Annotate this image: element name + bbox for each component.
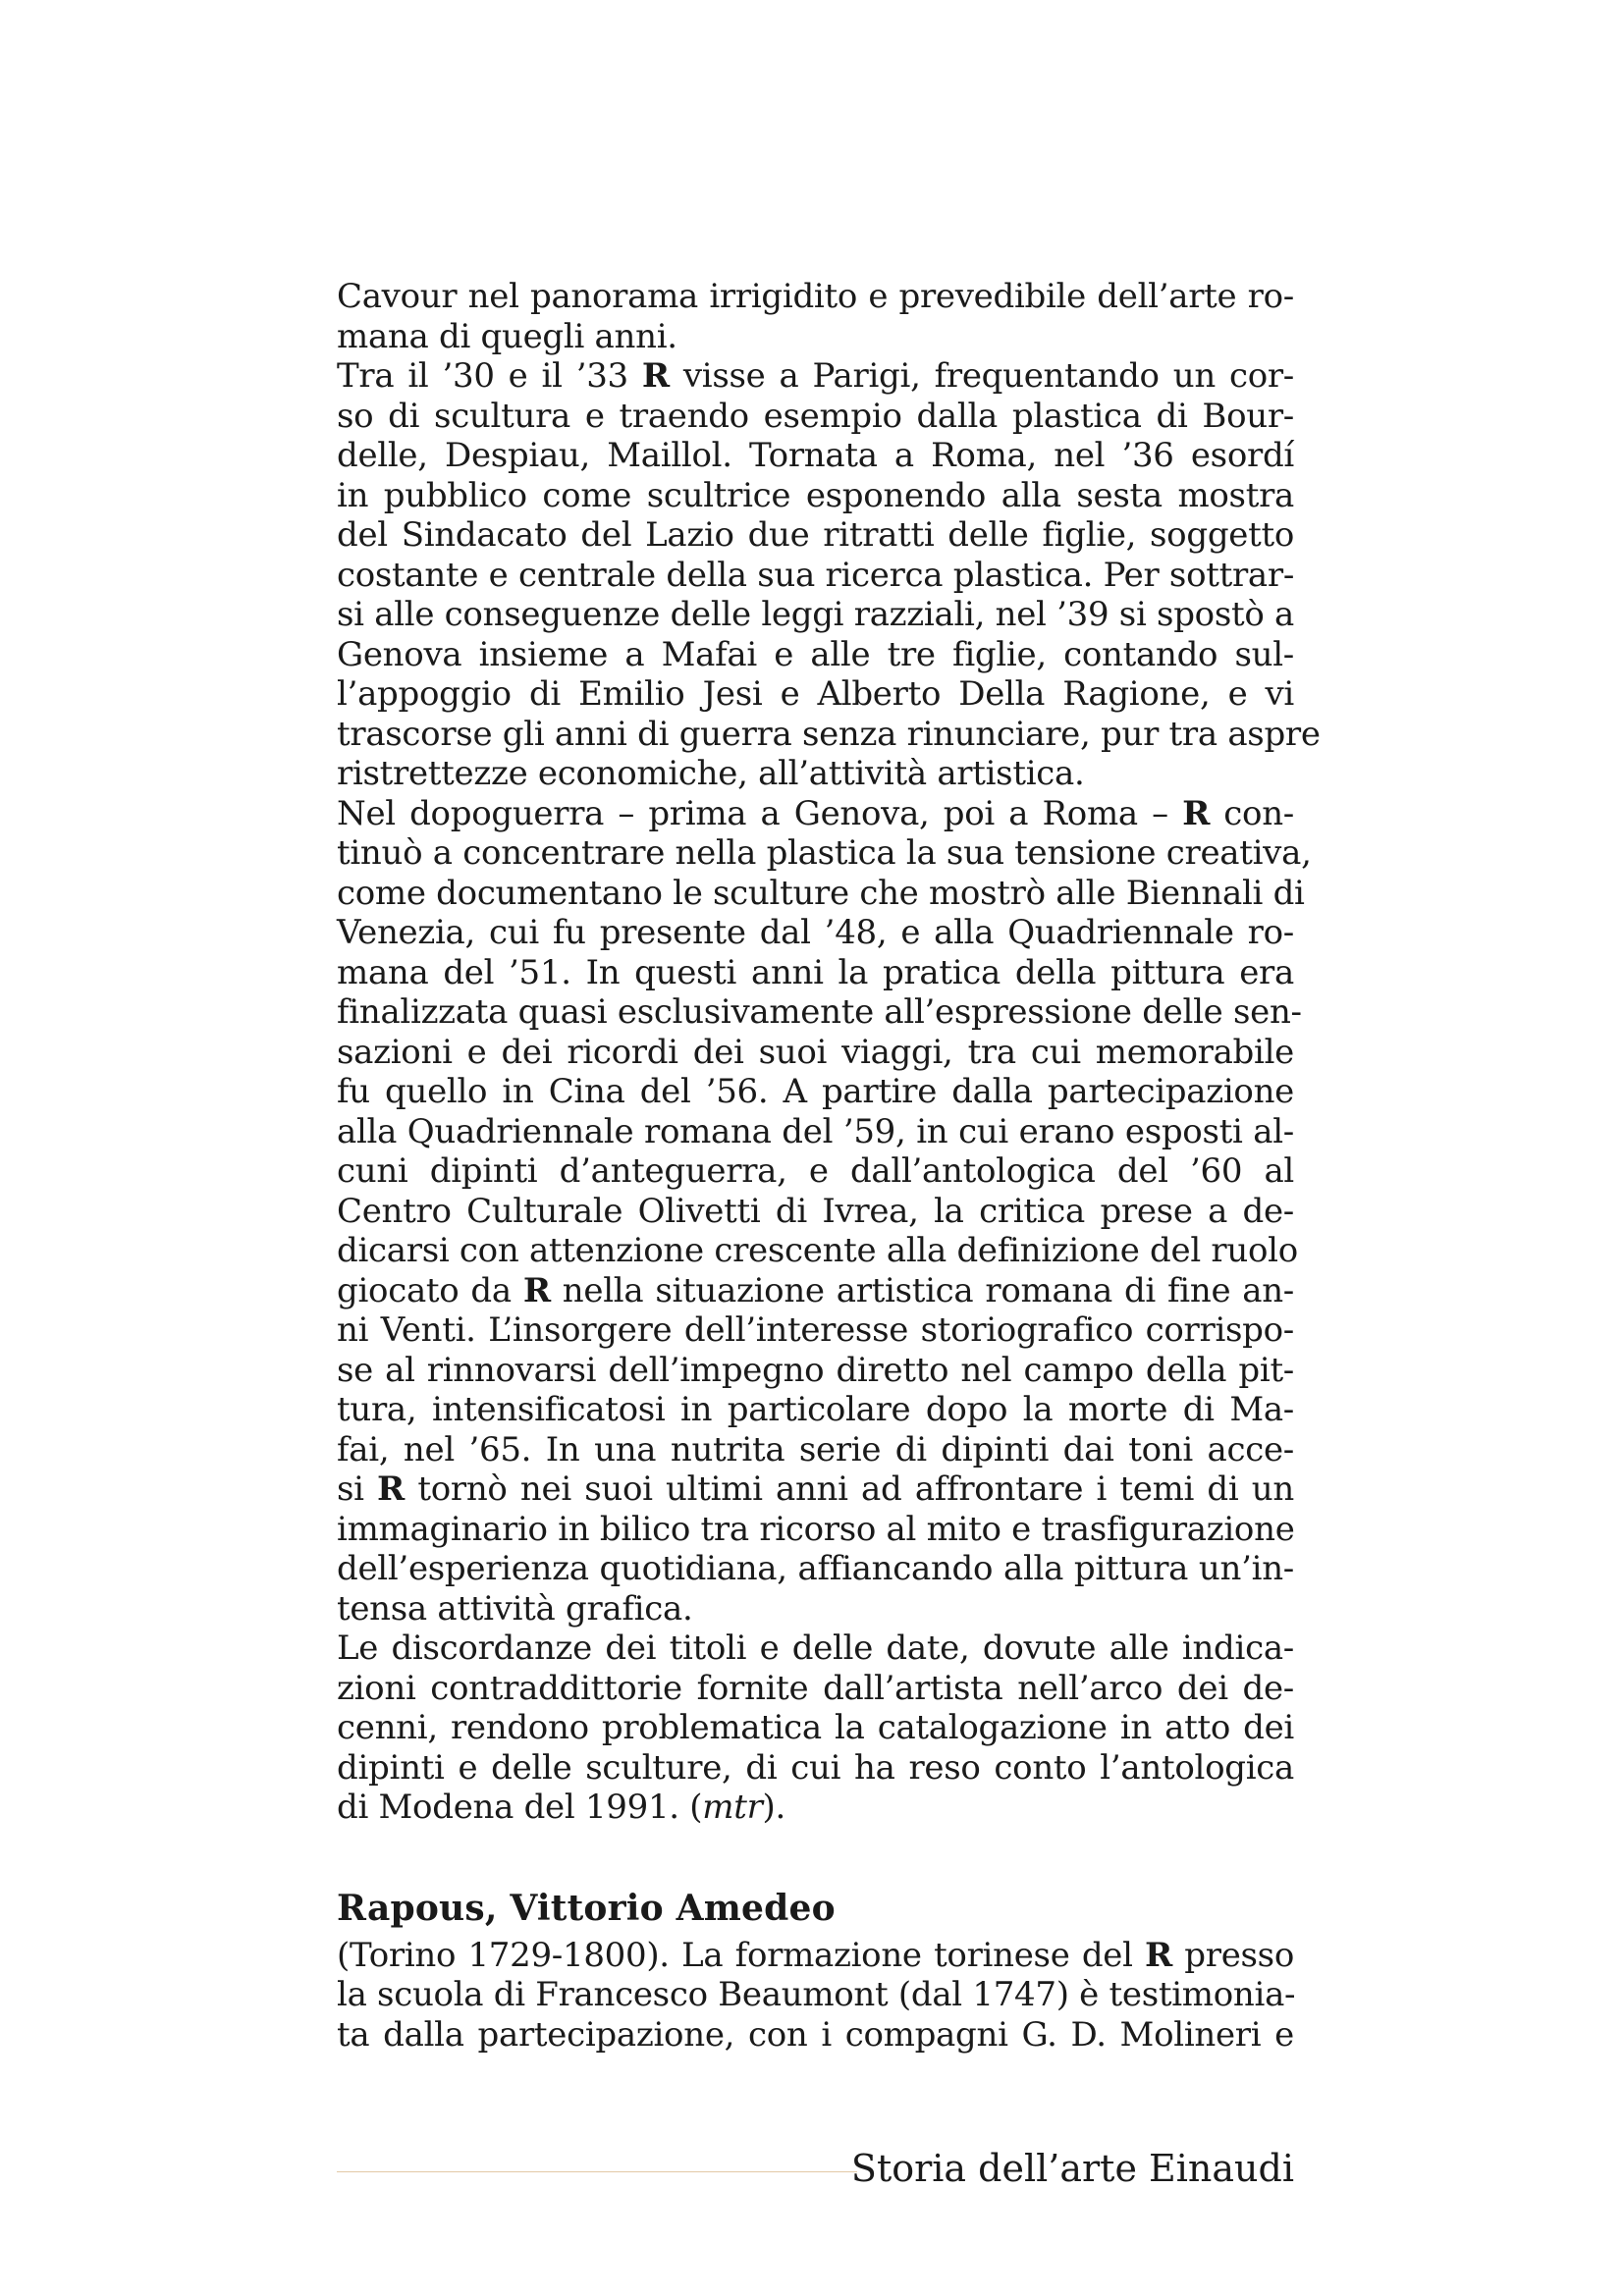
entry-line: (Torino 1729-1800). La formazione torinese del R presso [337, 1935, 1294, 1975]
body-line: so di scultura e traendo esempio dalla plastica di Bour- [337, 396, 1294, 436]
body-line: fai, nel ’65. In una nutrita serie di dipinti dai toni acce- [337, 1429, 1294, 1469]
body-line: fu quello in Cina del ’56. A partire dalla partecipazione [337, 1072, 1294, 1111]
body-line: mana di quegli anni. [337, 316, 677, 356]
body-line: ristrettezze economiche, all’attività artistica. [337, 754, 1085, 793]
body-line: Le discordanze dei titoli e delle date, dovute alle indica- [337, 1629, 1294, 1668]
entry-text [337, 1936, 1294, 2056]
footer-title: Storia dell’arte Einaudi [850, 2147, 1294, 2190]
body-line: in pubblico come scultrice esponendo alla sesta mostra [337, 475, 1294, 515]
entry-line: la scuola di Francesco Beaumont (dal 1747) è testimonia- [337, 1975, 1296, 2014]
body-line: trascorse gli anni di guerra senza rinunciare, pur tra aspre [337, 714, 1321, 754]
bold-initial: R [1182, 793, 1211, 833]
body-line: ni Venti. L’insorgere dell’interesse storiografico corrispo- [337, 1310, 1294, 1350]
body-line: dipinti e delle sculture, di cui ha reso conto l’antologica [337, 1747, 1294, 1788]
bold-initial: R [377, 1469, 406, 1509]
body-line: Venezia, cui fu presente dal ’48, e alla Quadriennale ro- [337, 913, 1294, 952]
body-line: giocato da R nella situazione artistica romana di fine an- [337, 1270, 1294, 1310]
bold-initial: R [522, 1270, 551, 1310]
body-line: cenni, rendono problematica la catalogazione in atto dei [337, 1708, 1294, 1747]
bold-initial: R [1145, 1935, 1172, 1975]
body-text [337, 277, 1321, 1828]
body-line: Cavour nel panorama irrigidito e prevedibile dell’arte ro- [337, 277, 1294, 316]
body-line: tura, intensificatosi in particolare dopo la morte di Ma- [337, 1390, 1294, 1429]
body-line: dell’esperienza quotidiana, affiancando alla pittura un’in- [337, 1549, 1294, 1588]
body-line: zioni contraddittorie fornite dall’artista nell’arco dei de- [337, 1668, 1294, 1708]
body-line: tensa attività grafica. [337, 1588, 693, 1629]
body-line: l’appoggio di Emilio Jesi e Alberto Della Ragione, e vi [337, 674, 1294, 714]
bold-initial: R [641, 356, 670, 396]
body-line: Centro Culturale Olivetti di Ivrea, la critica prese a de- [337, 1191, 1294, 1231]
body-line: di Modena del 1991. (mtr). [337, 1788, 786, 1827]
body-line: tinuò a concentrare nella plastica la sua tensione creativa, [337, 833, 1312, 873]
body-line: Nel dopoguerra – prima a Genova, poi a Roma – R con- [337, 793, 1294, 833]
body-line: Tra il ’30 e il ’33 R visse a Parigi, frequentando un cor- [337, 356, 1294, 396]
body-line: alla Quadriennale romana del ’59, in cui erano esposti al- [337, 1111, 1294, 1151]
body-line: si R tornò nei suoi ultimi anni ad affrontare i temi di un [337, 1469, 1294, 1509]
page-content [337, 277, 1321, 2055]
entry-line: ta dalla partecipazione, con i compagni G. D. Molineri e [337, 2014, 1294, 2055]
body-line: immaginario in bilico tra ricorso al mito e trasfigurazione [337, 1509, 1295, 1549]
footer-rule [337, 2171, 857, 2172]
body-line: delle, Despiau, Maillol. Tornata a Roma, nel ’36 esordí [337, 436, 1294, 475]
body-line: mana del ’51. In questi anni la pratica della pittura era [337, 952, 1294, 992]
body-line: se al rinnovarsi dell’impegno diretto nel campo della pit- [337, 1350, 1294, 1390]
body-line: si alle conseguenze delle leggi razziali, nel ’39 si spostò a [337, 595, 1294, 634]
body-line: costante e centrale della sua ricerca plastica. Per sottrar- [337, 555, 1295, 595]
body-line: finalizzata quasi esclusivamente all’espressione delle sen- [337, 992, 1302, 1032]
body-line: cuni dipinti d’anteguerra, e dall’antologica del ’60 al [337, 1151, 1294, 1191]
entry-heading: Rapous, Vittorio Amedeo [337, 1887, 836, 1929]
body-line: sazioni e dei ricordi dei suoi viaggi, tra cui memorabile [337, 1032, 1294, 1072]
body-line: come documentano le sculture che mostrò alle Biennali di [337, 873, 1305, 913]
body-line: dicarsi con attenzione crescente alla definizione del ruolo [337, 1231, 1298, 1270]
author-initials: mtr [702, 1788, 763, 1827]
body-line: del Sindacato del Lazio due ritratti delle figlie, soggetto [337, 515, 1294, 555]
body-line: Genova insieme a Mafai e alle tre figlie, contando sul- [337, 634, 1294, 674]
